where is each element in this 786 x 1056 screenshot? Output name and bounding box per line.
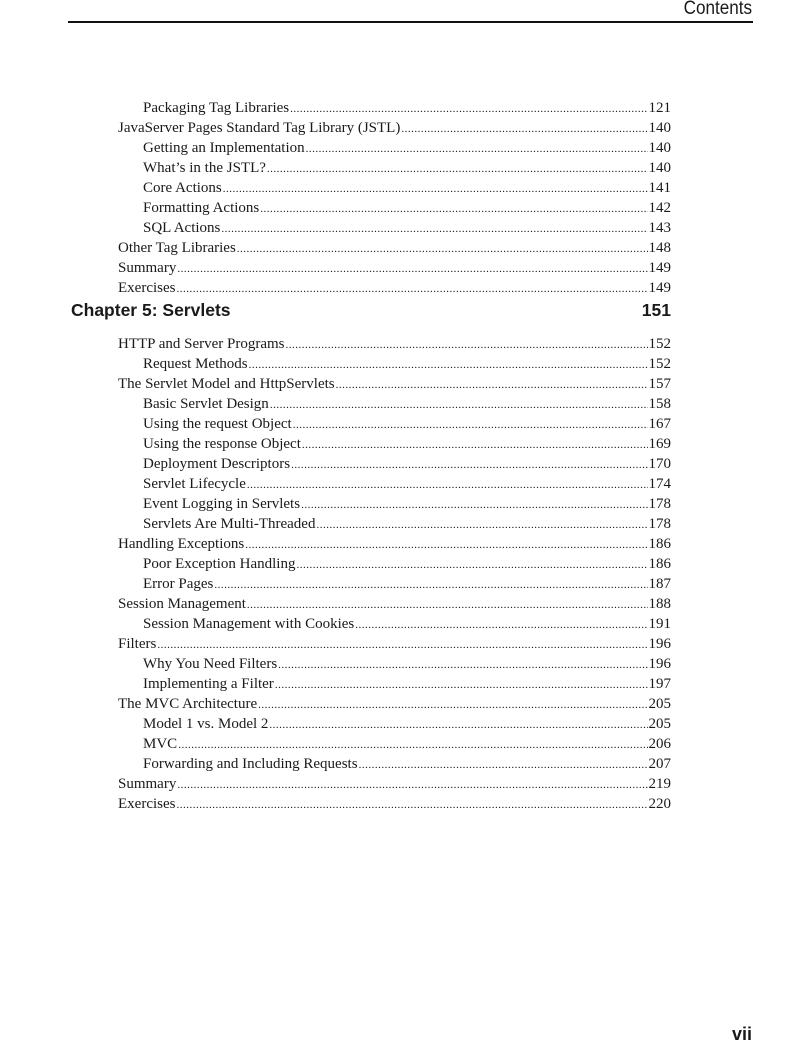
dot-leader [237,239,648,259]
toc-entry[interactable] [118,694,671,714]
dot-leader [306,139,648,159]
toc-entry-page: 220 [648,796,671,812]
toc-entry-title: SQL Actions [143,220,221,236]
toc-entry-page: 121 [648,100,671,116]
dot-leader [221,219,647,239]
toc-entry-title: HTTP and Server Programs [118,336,285,352]
dot-leader [267,159,648,179]
toc-entry-title: Poor Exception Handling [143,556,296,572]
toc-entry-page: 149 [648,260,671,276]
dot-leader [301,495,647,515]
dot-leader [296,555,647,575]
toc-entry-page: 149 [648,280,671,296]
toc-entry[interactable] [118,198,671,218]
toc-entry-page: 178 [648,516,671,532]
dot-leader [291,455,647,475]
dot-leader [270,395,648,415]
toc-entry-page: 157 [648,376,671,392]
toc-entry-title: Forwarding and Including Requests [143,756,358,772]
toc-entry[interactable] [118,534,671,554]
toc-entry[interactable] [118,158,671,178]
toc-entry-page: 186 [648,556,671,572]
toc-entry[interactable] [118,454,671,474]
toc-entry[interactable] [118,278,671,298]
toc-entry[interactable] [118,594,671,614]
toc-entry-page: 196 [648,656,671,672]
dot-leader [336,375,648,395]
toc-entry-title: Other Tag Libraries [118,240,236,256]
toc-entry-title: Using the request Object [143,416,292,432]
toc-entry-page: 169 [648,436,671,452]
dot-leader [176,279,647,299]
toc-entry-title: Formatting Actions [143,200,260,216]
toc-entry-title: Event Logging in Servlets [143,496,301,512]
toc-entry[interactable] [118,238,671,258]
toc-entry[interactable] [118,494,671,514]
toc-entry[interactable] [118,178,671,198]
toc-entry-page: 170 [648,456,671,472]
dot-leader [223,179,648,199]
toc-entry[interactable] [118,614,671,634]
toc-entry-title: The Servlet Model and HttpServlets [118,376,335,392]
header-rule [68,21,753,23]
toc-entry-page: 143 [648,220,671,236]
toc-entry-page: 158 [648,396,671,412]
toc-entry-page: 148 [648,240,671,256]
toc-entry-page: 187 [648,576,671,592]
dot-leader [278,655,647,675]
dot-leader [177,259,647,279]
dot-leader [260,199,647,219]
toc-entry-title: What’s in the JSTL? [143,160,266,176]
toc-entry-page: 152 [648,356,671,372]
toc-entry-title: Model 1 vs. Model 2 [143,716,269,732]
dot-leader [247,595,648,615]
toc-entry-title: Using the response Object [143,436,301,452]
toc-entry[interactable] [118,374,671,394]
dot-leader [286,335,648,355]
toc-entry-page: 219 [648,776,671,792]
running-header: Contents [683,0,752,19]
toc-entry-title: Exercises [118,280,176,296]
toc-entry[interactable] [118,714,671,734]
toc-entry-page: 178 [648,496,671,512]
dot-leader [214,575,647,595]
page-number: vii [731,1024,752,1044]
toc-entry-title: Core Actions [143,180,222,196]
dot-leader [157,635,647,655]
toc-entry-title: Session Management with Cookies [143,616,355,632]
toc-entry[interactable] [118,794,671,814]
toc-entry-title: Basic Servlet Design [143,396,269,412]
toc-entry-title: Packaging Tag Libraries [143,100,290,116]
dot-leader [275,675,648,695]
dot-leader [178,735,647,755]
toc-entry-title: Exercises [118,796,176,812]
toc-entry-title: Getting an Implementation [143,140,305,156]
chapter-title: Chapter 5: Servlets [71,300,231,320]
toc-entry-page: 196 [648,636,671,652]
toc-entry-page: 191 [648,616,671,632]
dot-leader [258,695,647,715]
toc-entry[interactable] [118,634,671,654]
toc-entry-title: Implementing a Filter [143,676,274,692]
toc-entry[interactable] [118,98,671,118]
toc-entry[interactable] [118,654,671,674]
toc-entry[interactable] [118,774,671,794]
toc-entry[interactable] [118,674,671,694]
toc-list-chapter-5 [118,334,671,814]
toc-entry[interactable] [118,118,671,138]
toc-entry-page: 142 [648,200,671,216]
toc-entry[interactable] [118,414,671,434]
toc-entry-page: 141 [648,180,671,196]
dot-leader [359,755,648,775]
toc-entry[interactable] [118,138,671,158]
toc-entry-page: 207 [648,756,671,772]
toc-entry-page: 167 [648,416,671,432]
toc-entry-page: 174 [648,476,671,492]
toc-entry-title: Deployment Descriptors [143,456,291,472]
toc-entry-page: 140 [648,120,671,136]
dot-leader [316,515,647,535]
toc-entry-title: Summary [118,260,177,276]
toc-entry-title: MVC [143,736,178,752]
toc-entry[interactable] [118,554,671,574]
toc-entry[interactable] [118,394,671,414]
toc-entry-title: The MVC Architecture [118,696,258,712]
toc-entry-page: 205 [648,716,671,732]
toc-entry-title: Summary [118,776,177,792]
toc-entry-page: 140 [648,160,671,176]
chapter-page: 151 [641,300,671,320]
dot-leader [176,795,647,815]
toc-entry-page: 205 [648,696,671,712]
toc-entry-page: 188 [648,596,671,612]
toc-entry[interactable] [118,474,671,494]
toc-entry-page: 186 [648,536,671,552]
toc-entry[interactable] [118,218,671,238]
chapter-heading [71,300,671,321]
toc-entry[interactable] [118,514,671,534]
toc-entry-title: Servlets Are Multi-Threaded [143,516,316,532]
dot-leader [177,775,647,795]
dot-leader [249,355,648,375]
toc-entry[interactable] [118,734,671,754]
toc-entry[interactable] [118,574,671,594]
dot-leader [293,415,648,435]
toc-entry[interactable] [118,754,671,774]
toc-entry-title: Why You Need Filters [143,656,278,672]
toc-entry-title: Servlet Lifecycle [143,476,246,492]
toc-entry[interactable] [118,434,671,454]
toc-entry-page: 206 [648,736,671,752]
dot-leader [355,615,647,635]
toc-entry-page: 140 [648,140,671,156]
dot-leader [302,435,648,455]
dot-leader [269,715,647,735]
toc-entry-page: 197 [648,676,671,692]
toc-entry[interactable] [118,354,671,374]
toc-entry-title: Session Management [118,596,246,612]
dot-leader [401,119,647,139]
dot-leader [247,475,648,495]
toc-entry-title: JavaServer Pages Standard Tag Library (JSTL) [118,120,401,136]
toc-list-previous-chapter [118,98,671,298]
toc-entry[interactable] [118,334,671,354]
dot-leader [245,535,647,555]
toc-entry-title: Request Methods [143,356,248,372]
toc-entry-page: 152 [648,336,671,352]
dot-leader [290,99,647,119]
toc-entry[interactable] [118,258,671,278]
toc-entry-title: Filters [118,636,157,652]
toc-entry-title: Error Pages [143,576,214,592]
toc-entry-title: Handling Exceptions [118,536,245,552]
